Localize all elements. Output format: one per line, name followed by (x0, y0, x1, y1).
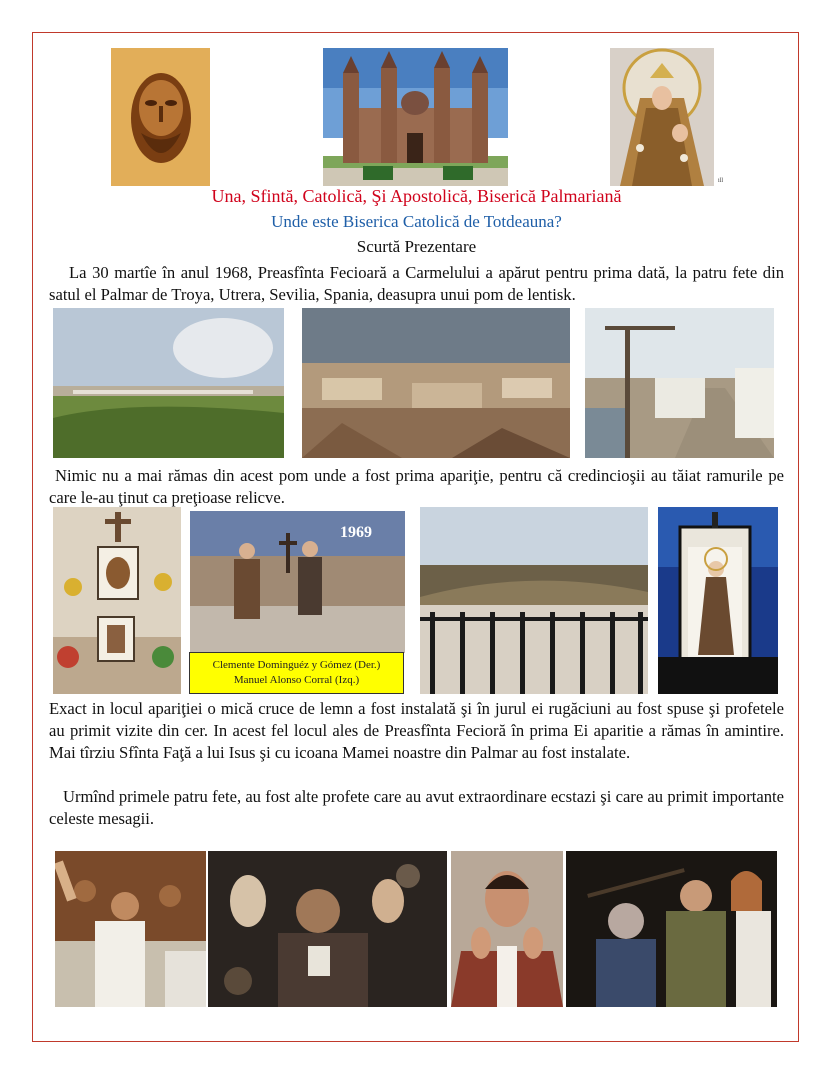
photo-caption-line-2: Manuel Alonso Corral (Izq.) (233, 674, 360, 686)
photo-year-label: 1969 (340, 524, 372, 541)
shrine-wall-image (53, 507, 181, 694)
holy-face-image (111, 48, 210, 186)
photo-caption (189, 652, 404, 694)
section-title: Scurtă Prezentare (356, 237, 477, 256)
seer-portrait-image (451, 851, 563, 1007)
paragraph-4: Urmînd primele patru fete, au fost alte profete care au avut extraordinare ecstazi şi care au primit importante celeste mesagii. (49, 787, 784, 828)
raised-hands-image (208, 851, 447, 1007)
landscape-image (53, 308, 284, 458)
virgin-icon-image (610, 48, 714, 186)
paragraph-3: Exact in locul apariţiei o mică cruce de lemn a fost instalată şi în jurul ei rugăciuni au fost spuse şi profetele au primit vizite din cer. In acest fel locul ales de Preasfînta Fecioră în prima Ei aparitie a rămas în amintire. Mai tîrziu Sfînta Faţă a lui Isus şi cu icoana Mamei noastre din Palmar au fost instalate. (49, 699, 784, 762)
field-fence-image (420, 507, 648, 694)
ecstasy-crowd-image (55, 851, 206, 1007)
image-mark: ill (718, 178, 724, 184)
statue-shrine-image (658, 507, 778, 694)
night-crowd-image (566, 851, 777, 1007)
page-title: Una, Sfintă, Catolică, Şi Apostolică, Biserică Palmariană (211, 186, 622, 206)
village-rooftops-image (302, 308, 570, 458)
page-subtitle: Unde este Biserica Catolică de Totdeauna? (271, 212, 562, 231)
street-image (585, 308, 774, 458)
paragraph-2: Nimic nu a mai rămas din acest pom unde a fost prima apariţie, pentru că credincioşii au tăiat ramurile pe care le-au ţinut ca preţioase relicve. (49, 466, 784, 507)
paragraph-1: La 30 martîe în anul 1968, Preasfînta Fecioară a Carmelului a apărut pentru prima dată, la patru fete din satul el Palmar de Troya, Utrera, Sevilia, Spania, deasupra unui pom de lentisk. (49, 263, 784, 304)
two-men-1969-image (190, 511, 405, 653)
photo-caption-line-1: Clemente Dominguéz y Gómez (Der.) (212, 659, 381, 671)
basilica-palmar-image (323, 48, 508, 186)
